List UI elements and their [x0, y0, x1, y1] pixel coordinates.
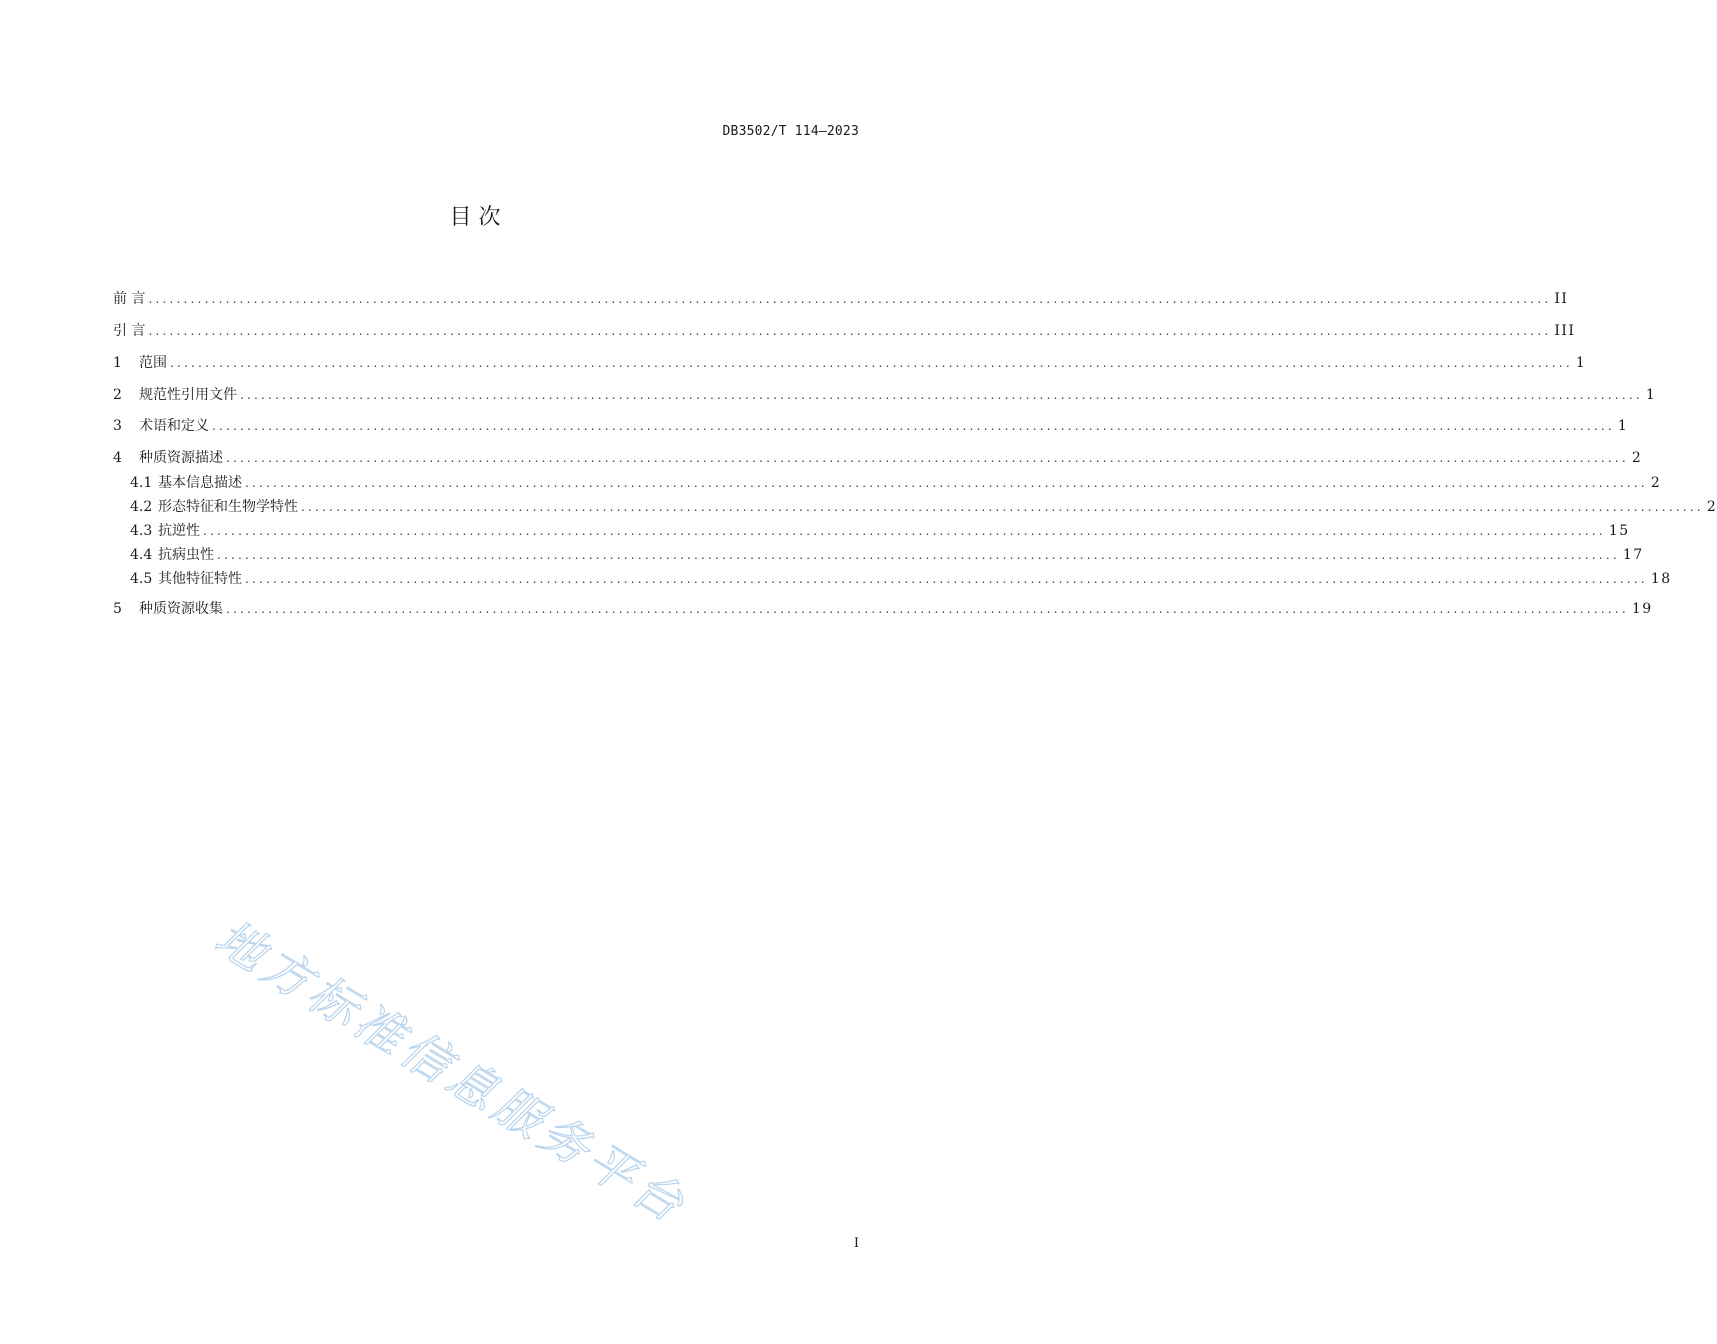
- toc-entry-page: 2: [1631, 450, 1643, 466]
- toc-leader-dots: ........................................................................................................................................................................................................: [245, 572, 1648, 586]
- toc-entry-4-3[interactable]: [130, 520, 1630, 542]
- toc-entry-4-5[interactable]: [130, 568, 1672, 590]
- toc-entry-4-4[interactable]: [130, 544, 1644, 566]
- toc-entry-page: 2: [1650, 475, 1662, 491]
- page-number: I: [853, 1236, 859, 1251]
- toc-entry-3[interactable]: [113, 415, 1629, 437]
- toc-entry-page: 1: [1575, 355, 1587, 371]
- toc-entry-label: 抗逆性: [158, 523, 200, 539]
- toc-entry-foreword[interactable]: [113, 288, 1569, 310]
- toc-entry-number: 5: [113, 601, 122, 617]
- toc-leader-dots: ........................................................................................................................................................................................................: [240, 388, 1643, 402]
- toc-entry-number: 4: [113, 450, 122, 466]
- toc-entry-1[interactable]: [113, 352, 1587, 374]
- toc-entry-label: 形态特征和生物学特性: [158, 499, 298, 515]
- toc-leader-dots: ........................................................................................................................................................................................................: [301, 500, 1704, 514]
- toc-entry-page: 2: [1706, 499, 1717, 515]
- toc-entry-page: III: [1554, 323, 1576, 339]
- watermark: 地方标准信息服务平台: [205, 909, 698, 1236]
- toc-entry-page: 1: [1617, 418, 1629, 434]
- toc-entry-label: 前 言: [113, 291, 146, 307]
- toc-leader-dots: ........................................................................................................................................................................................................: [245, 476, 1648, 490]
- toc-entry-number: 4.5: [130, 571, 153, 587]
- toc-entry-label: 抗病虫性: [158, 547, 214, 563]
- toc-entry-page: 19: [1631, 601, 1653, 617]
- toc-entry-number: 4.3: [130, 523, 153, 539]
- page-title: 目 次: [449, 205, 501, 230]
- toc-entry-label: 引 言: [113, 323, 146, 339]
- toc-entry-page: 1: [1645, 387, 1657, 403]
- toc-entry-introduction[interactable]: [113, 320, 1576, 342]
- toc-entry-5[interactable]: [113, 598, 1653, 620]
- toc-entry-label: 规范性引用文件: [139, 387, 237, 403]
- toc-entry-number: 4.1: [130, 475, 153, 491]
- toc-entry-number: 2: [113, 387, 122, 403]
- toc-leader-dots: ........................................................................................................................................................................................................: [170, 356, 1573, 370]
- toc-entry-page: II: [1554, 291, 1569, 307]
- toc-leader-dots: ........................................................................................................................................................................................................: [217, 548, 1620, 562]
- toc-leader-dots: ........................................................................................................................................................................................................: [226, 451, 1629, 465]
- toc-entry-label: 范围: [139, 355, 167, 371]
- toc-leader-dots: ........................................................................................................................................................................................................: [226, 602, 1629, 616]
- toc-entry-4-1[interactable]: [130, 472, 1662, 494]
- toc-entry-4-2[interactable]: [130, 496, 1717, 518]
- toc-entry-label: 种质资源收集: [139, 601, 223, 617]
- toc-entry-page: 15: [1608, 523, 1630, 539]
- toc-entry-number: 3: [113, 418, 122, 434]
- toc-entry-number: 4.4: [130, 547, 153, 563]
- toc-entry-number: 4.2: [130, 499, 153, 515]
- toc-leader-dots: ........................................................................................................................................................................................................: [148, 324, 1552, 338]
- toc-entry-number: 1: [113, 355, 122, 371]
- toc-entry-page: 18: [1650, 571, 1672, 587]
- toc-entry-label: 种质资源描述: [139, 450, 223, 466]
- toc-leader-dots: ........................................................................................................................................................................................................: [148, 292, 1552, 306]
- toc-leader-dots: ........................................................................................................................................................................................................: [203, 524, 1606, 538]
- toc-entry-2[interactable]: [113, 384, 1657, 406]
- toc-entry-label: 术语和定义: [139, 418, 209, 434]
- toc-entry-4[interactable]: [113, 447, 1643, 469]
- toc-entry-label: 基本信息描述: [158, 475, 242, 491]
- toc-entry-label: 其他特征特性: [158, 571, 242, 587]
- toc-leader-dots: ........................................................................................................................................................................................................: [212, 419, 1615, 433]
- toc-entry-page: 17: [1622, 547, 1644, 563]
- document-code: DB3502/T 114—2023: [722, 124, 859, 139]
